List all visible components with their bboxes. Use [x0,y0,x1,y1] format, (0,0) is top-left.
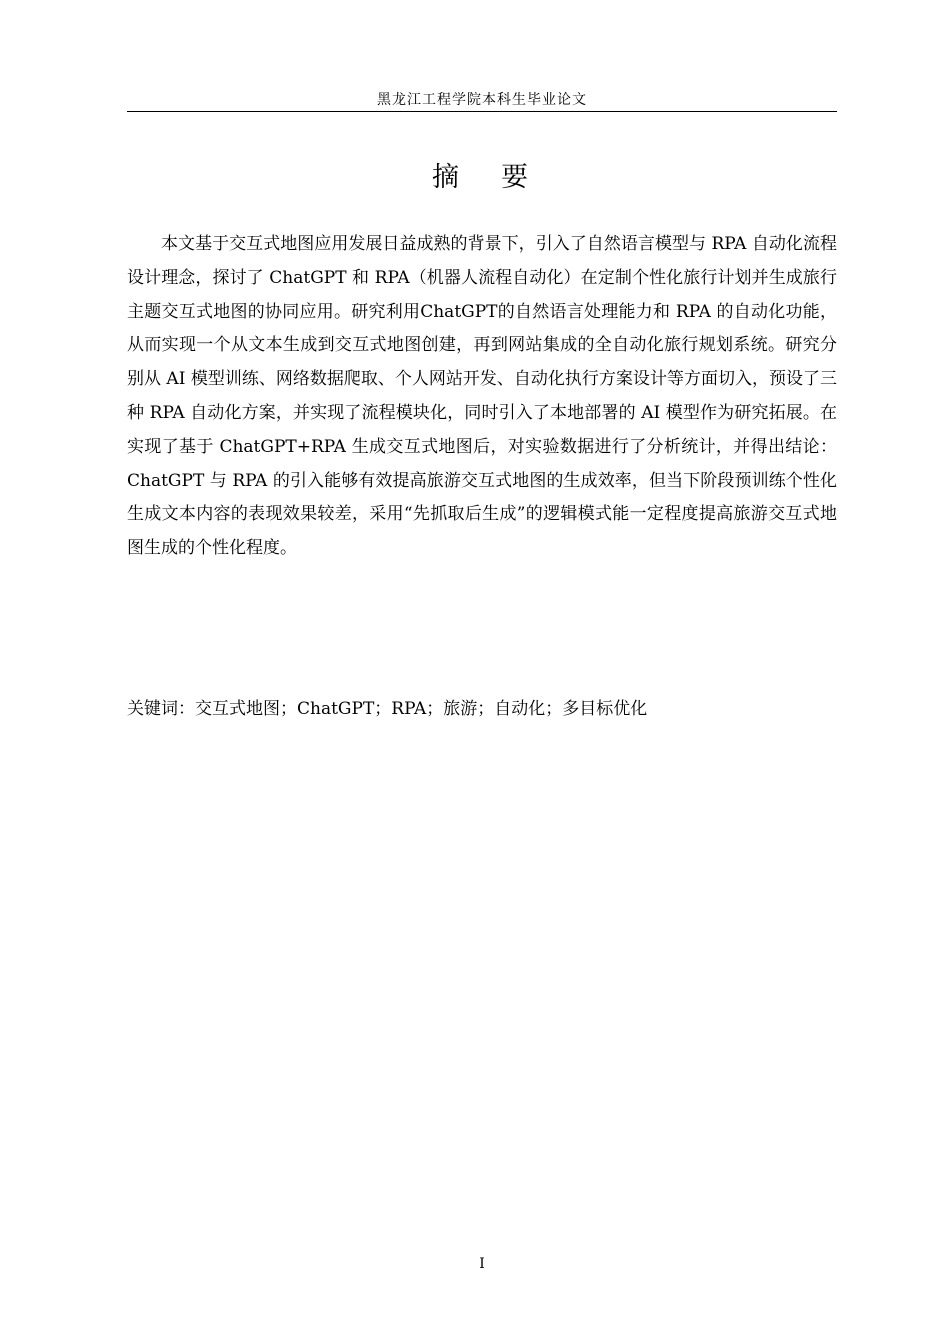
title-char-2: 要 [501,162,532,193]
keywords-label: 关键词： [127,699,195,719]
page-number: I [479,1256,485,1272]
abstract-paragraph: 本文基于交互式地图应用发展日益成熟的背景下，引入了自然语言模型与 RPA 自动化流程设计理念，探讨了 ChatGPT 和 RPA（机器人流程自动化）在定制个性化旅行计划并生成旅行主题交互式地图的协同应用。研究利用ChatGPT的自然语言处理能力和 RPA 的自动化功能，从而实现一个从文本生成到交互式地图创建，再到网站集成的全自动化旅行规划系统。研究分别从 AI 模型训练、网络数据爬取、个人网站开发、自动化执行方案设计等方面切入，预设了三种 RPA 自动化方案，并实现了流程模块化，同时引入了本地部署的 AI 模型作为研究拓展。在实现了基于 ChatGPT+RPA 生成交互式地图后，对实验数据进行了分析统计，并得出结论：ChatGPT 与 RPA 的引入能够有效提高旅游交互式地图的生成效率，但当下阶段预训练个性化生成文本内容的表现效果较差，采用“先抓取后生成”的逻辑模式能一定程度提高旅游交互式地图生成的个性化程度。 [127,234,837,559]
running-header: 黑龙江工程学院本科生毕业论文 [377,92,587,108]
keywords-value: 交互式地图；ChatGPT；RPA；旅游；自动化；多目标优化 [195,699,648,719]
page-title [127,158,837,198]
keywords-line [127,693,837,726]
header-divider [127,111,837,112]
title-char-1: 摘 [432,162,463,193]
